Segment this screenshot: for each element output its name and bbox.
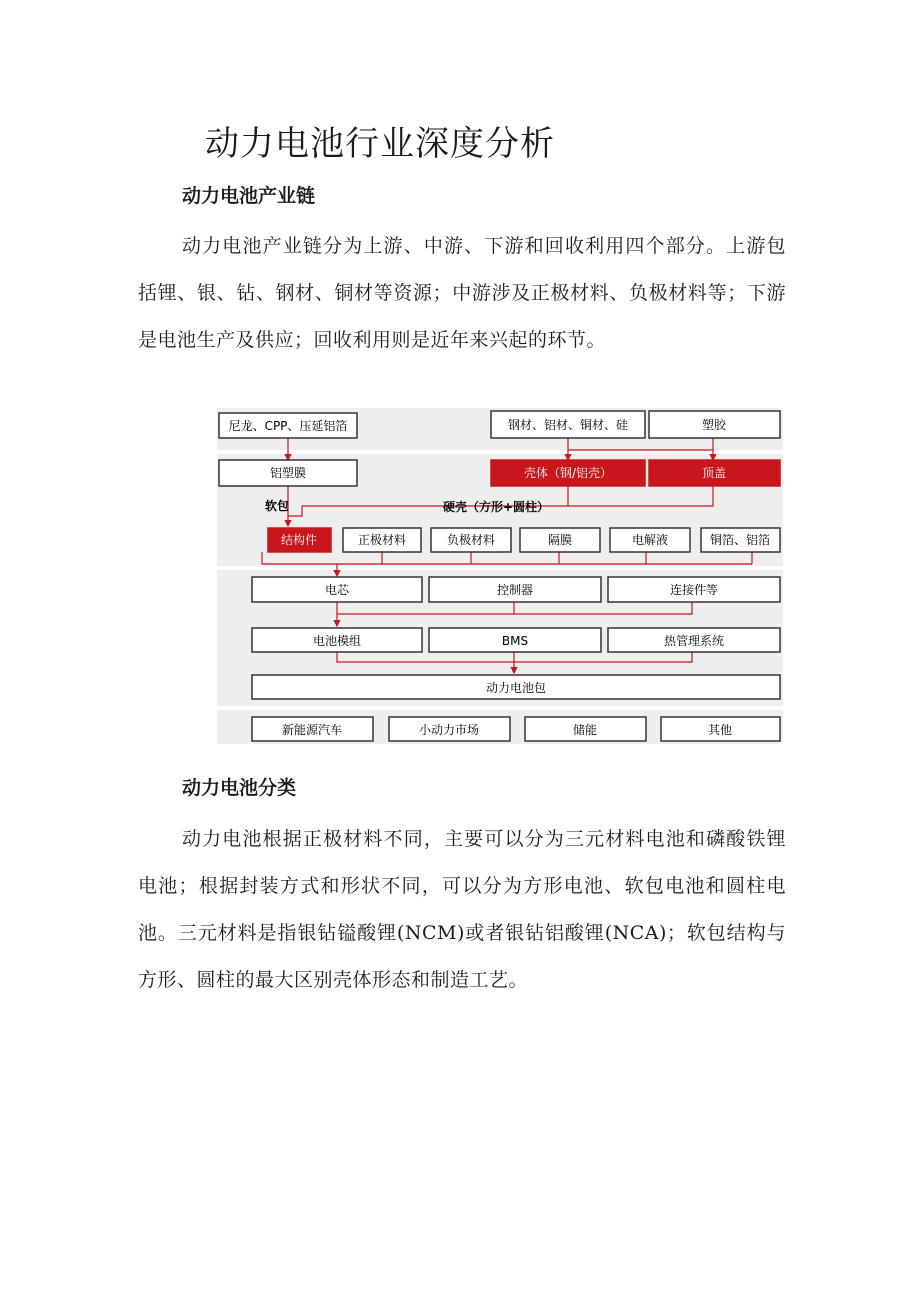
box-battery-pack bbox=[252, 675, 780, 699]
box-top-metals bbox=[491, 411, 645, 438]
component-electrolyte bbox=[610, 528, 690, 552]
box-cell bbox=[252, 577, 422, 602]
box-connectors bbox=[608, 577, 780, 602]
label-hard-shell: 硬壳（方形+圆柱） bbox=[443, 500, 550, 514]
svg-text:动力电池包: 动力电池包 bbox=[485, 681, 547, 695]
svg-text:其他: 其他 bbox=[707, 723, 733, 737]
component-separator bbox=[520, 528, 600, 552]
box-shell bbox=[491, 460, 645, 486]
box-thermal bbox=[608, 628, 780, 652]
section-heading-classification: 动力电池分类 bbox=[182, 777, 297, 799]
box-top-left bbox=[219, 413, 357, 438]
box-controller bbox=[429, 577, 601, 602]
app-small-power bbox=[389, 717, 510, 741]
svg-text:顶盖: 顶盖 bbox=[701, 466, 727, 480]
svg-text:电解液: 电解液 bbox=[631, 533, 669, 547]
component-structure bbox=[268, 528, 331, 552]
industry-chain-diagram bbox=[217, 408, 783, 744]
svg-text:正极材料: 正极材料 bbox=[357, 533, 407, 547]
svg-text:热管理系统: 热管理系统 bbox=[663, 634, 725, 648]
paragraph-classification: 动力电池根据正极材料不同，主要可以分为三元材料电池和磷酸铁锂电池；根据封装方式和形状不同，可以分为方形电池、软包电池和圆柱电池。三元材料是指银钻镒酸锂(NCM)或者银钻铝酸锂(NCA)；软包结构与方形、圆柱的最大区别壳体形态和制造工艺。 bbox=[138, 828, 786, 991]
svg-text:壳体（钢/铝壳）: 壳体（钢/铝壳） bbox=[523, 466, 613, 480]
app-other bbox=[661, 717, 780, 741]
component-foils bbox=[701, 528, 780, 552]
box-top-plastic bbox=[649, 411, 780, 438]
svg-text:电芯: 电芯 bbox=[324, 583, 350, 597]
box-battery-module bbox=[252, 628, 422, 652]
svg-text:尼龙、CPP、压延铝箔: 尼龙、CPP、压延铝箔 bbox=[228, 419, 348, 433]
page-title: 动力电池行业深度分析 bbox=[205, 124, 555, 164]
svg-text:负极材料: 负极材料 bbox=[446, 533, 496, 547]
svg-text:BMS: BMS bbox=[501, 634, 529, 648]
svg-text:结构件: 结构件 bbox=[280, 533, 318, 547]
svg-text:铜箔、铝箔: 铜箔、铝箔 bbox=[709, 533, 771, 547]
app-storage bbox=[525, 717, 646, 741]
svg-text:储能: 储能 bbox=[572, 723, 598, 737]
component-cathode bbox=[343, 528, 421, 552]
app-ev bbox=[252, 717, 373, 741]
component-anode bbox=[431, 528, 511, 552]
svg-text:控制器: 控制器 bbox=[496, 583, 534, 597]
svg-text:连接件等: 连接件等 bbox=[669, 583, 719, 597]
section-heading-industry-chain: 动力电池产业链 bbox=[182, 185, 316, 207]
box-aluminum-film bbox=[219, 460, 357, 486]
box-lid bbox=[649, 460, 780, 486]
paragraph-industry-chain: 动力电池产业链分为上游、中游、下游和回收利用四个部分。上游包括锂、银、钻、钢材、铜材等资源；中游涉及正极材料、负极材料等；下游是电池生产及供应；回收利用则是近年来兴起的环节。 bbox=[138, 235, 786, 351]
svg-text:钢材、铝材、铜材、硅: 钢材、铝材、铜材、硅 bbox=[507, 418, 629, 432]
label-soft-pack: 软包 bbox=[265, 499, 290, 513]
svg-text:小动力市场: 小动力市场 bbox=[418, 723, 480, 737]
svg-text:隔膜: 隔膜 bbox=[547, 533, 573, 547]
svg-text:电池模组: 电池模组 bbox=[312, 634, 362, 648]
svg-text:塑胶: 塑胶 bbox=[701, 418, 727, 432]
box-bms bbox=[429, 628, 601, 652]
svg-text:铝塑膜: 铝塑膜 bbox=[269, 466, 307, 480]
svg-text:新能源汽车: 新能源汽车 bbox=[281, 723, 343, 737]
